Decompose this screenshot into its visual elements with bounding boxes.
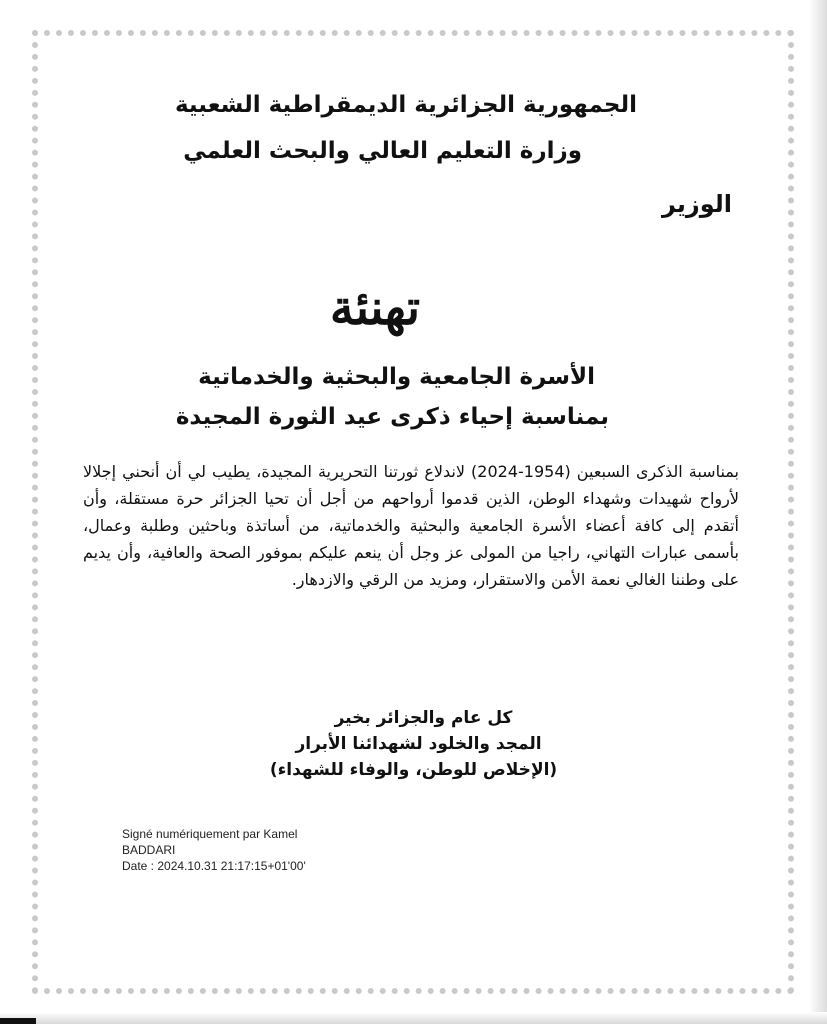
header-republic: الجمهورية الجزائرية الديمقراطية الشعبية [174,92,637,118]
closing-line-1: كل عام والجزائر بخير [334,708,513,728]
corner-mark [0,1018,36,1024]
closing-line-3: (الإخلاص للوطن، والوفاء للشهداء) [269,760,558,780]
page-bottom-shadow [0,1012,827,1024]
signature-date: Date : 2024.10.31 21:17:15+01'00' [122,859,306,873]
signature-line-2: BADDARI [122,843,176,857]
signature-line-1: Signé numériquement par Kamel [122,827,298,841]
congratulations-calligraphy: تهنئة [329,280,421,336]
message-body: بمناسبة الذكرى السبعين (1954-2024) لاندلاع ثورتنا التحريرية المجيدة، يطيب لي أن أنحني إجلالا لأرواح شهيدات وشهداء الوطن، الذين قدموا أرواحهم من أجل أن تحيا الجزائر حرة مستقلة، وأن أتقدم إلى كافة أعضاء الأسرة الجامعية والبحثية والخدماتية، من أساتذة وباحثين وطلبة وعمال، بأسمى عبارات التهاني، راجيا من المولى عز وجل أن ينعم عليكم بموفور الصحة والعافية، وأن يديم على وطننا الغالي نعمة الأمن والاستقرار، ومزيد من الرقي والازدهار. [83,462,739,589]
page-edge-shadow [809,0,827,1024]
digital-signature [122,826,306,874]
subheading-occasion: بمناسبة إحياء ذكرى عيد الثورة المجيدة [175,404,609,430]
subheading-family: الأسرة الجامعية والبحثية والخدماتية [198,364,595,390]
minister-label: الوزير [661,190,732,218]
header-ministry: وزارة التعليم العالي والبحث العلمي [183,138,582,164]
closing-block [0,705,827,783]
closing-line-2: المجد والخلود لشهدائنا الأبرار [295,734,542,754]
